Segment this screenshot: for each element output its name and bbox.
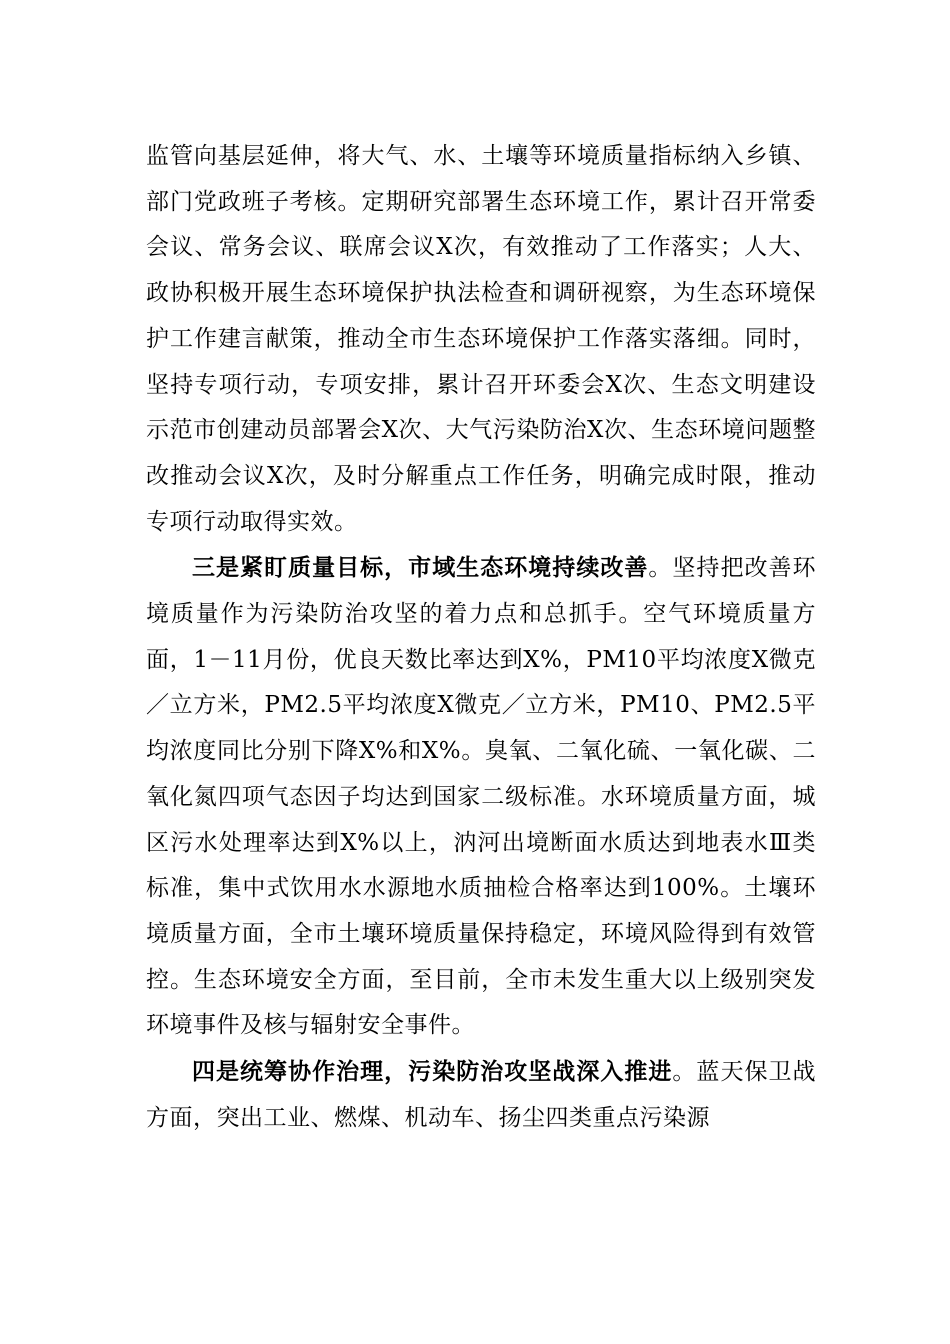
paragraph-text: 。坚持把改善环境质量作为污染防治攻坚的着力点和总抓手。空气环境质量方面，1－11月份，优良天数比率达到X%，PM10平均浓度X微克／立方米，PM2.5平均浓度X微克／立方米，PM10、PM2.5平均浓度同比分别下降X%和X%。臭氧、二氧化硫、一氧化碳、二氧化氮四项气态因子均达到国家二级标准。水环境质量方面，城区污水处理率达到X%以上，汭河出境断面水质达到地表水Ⅲ类标准，集中式饮用水水源地水质抽检合格率达到100%。土壤环境质量方面，全市土壤环境质量保持稳定，环境风险得到有效管控。生态环境安全方面，至目前，全市未发生重大以上级别突发环境事件及核与辐射安全事件。 [146,555,817,1039]
document-body [146,134,816,1141]
paragraph-continuation [146,134,816,545]
paragraph-pollution-control [146,1049,816,1141]
paragraph-text: 监管向基层延伸，将大气、水、土壤等环境质量指标纳入乡镇、部门党政班子考核。定期研究部署生态环境工作，累计召开常委会议、常务会议、联席会议X次，有效推动了工作落实；人大、政协积极开展生态环境保护执法检查和调研视察，为生态环境保护工作建言献策，推动全市生态环境保护工作落实落细。同时，坚持专项行动，专项安排，累计召开环委会X次、生态文明建设示范市创建动员部署会X次、大气污染防治X次、生态环境问题整改推动会议X次，及时分解重点工作任务，明确完成时限，推动专项行动取得实效。 [146,143,816,535]
paragraph-heading: 四是统筹协作治理，污染防治攻坚战深入推进 [192,1058,673,1086]
paragraph-heading: 三是紧盯质量目标，市域生态环境持续改善 [192,554,649,582]
paragraph-text: 。蓝天保卫战方面，突出工业、燃煤、机动车、扬尘四类重点污染源 [146,1059,817,1131]
paragraph-quality-goals [146,545,816,1049]
